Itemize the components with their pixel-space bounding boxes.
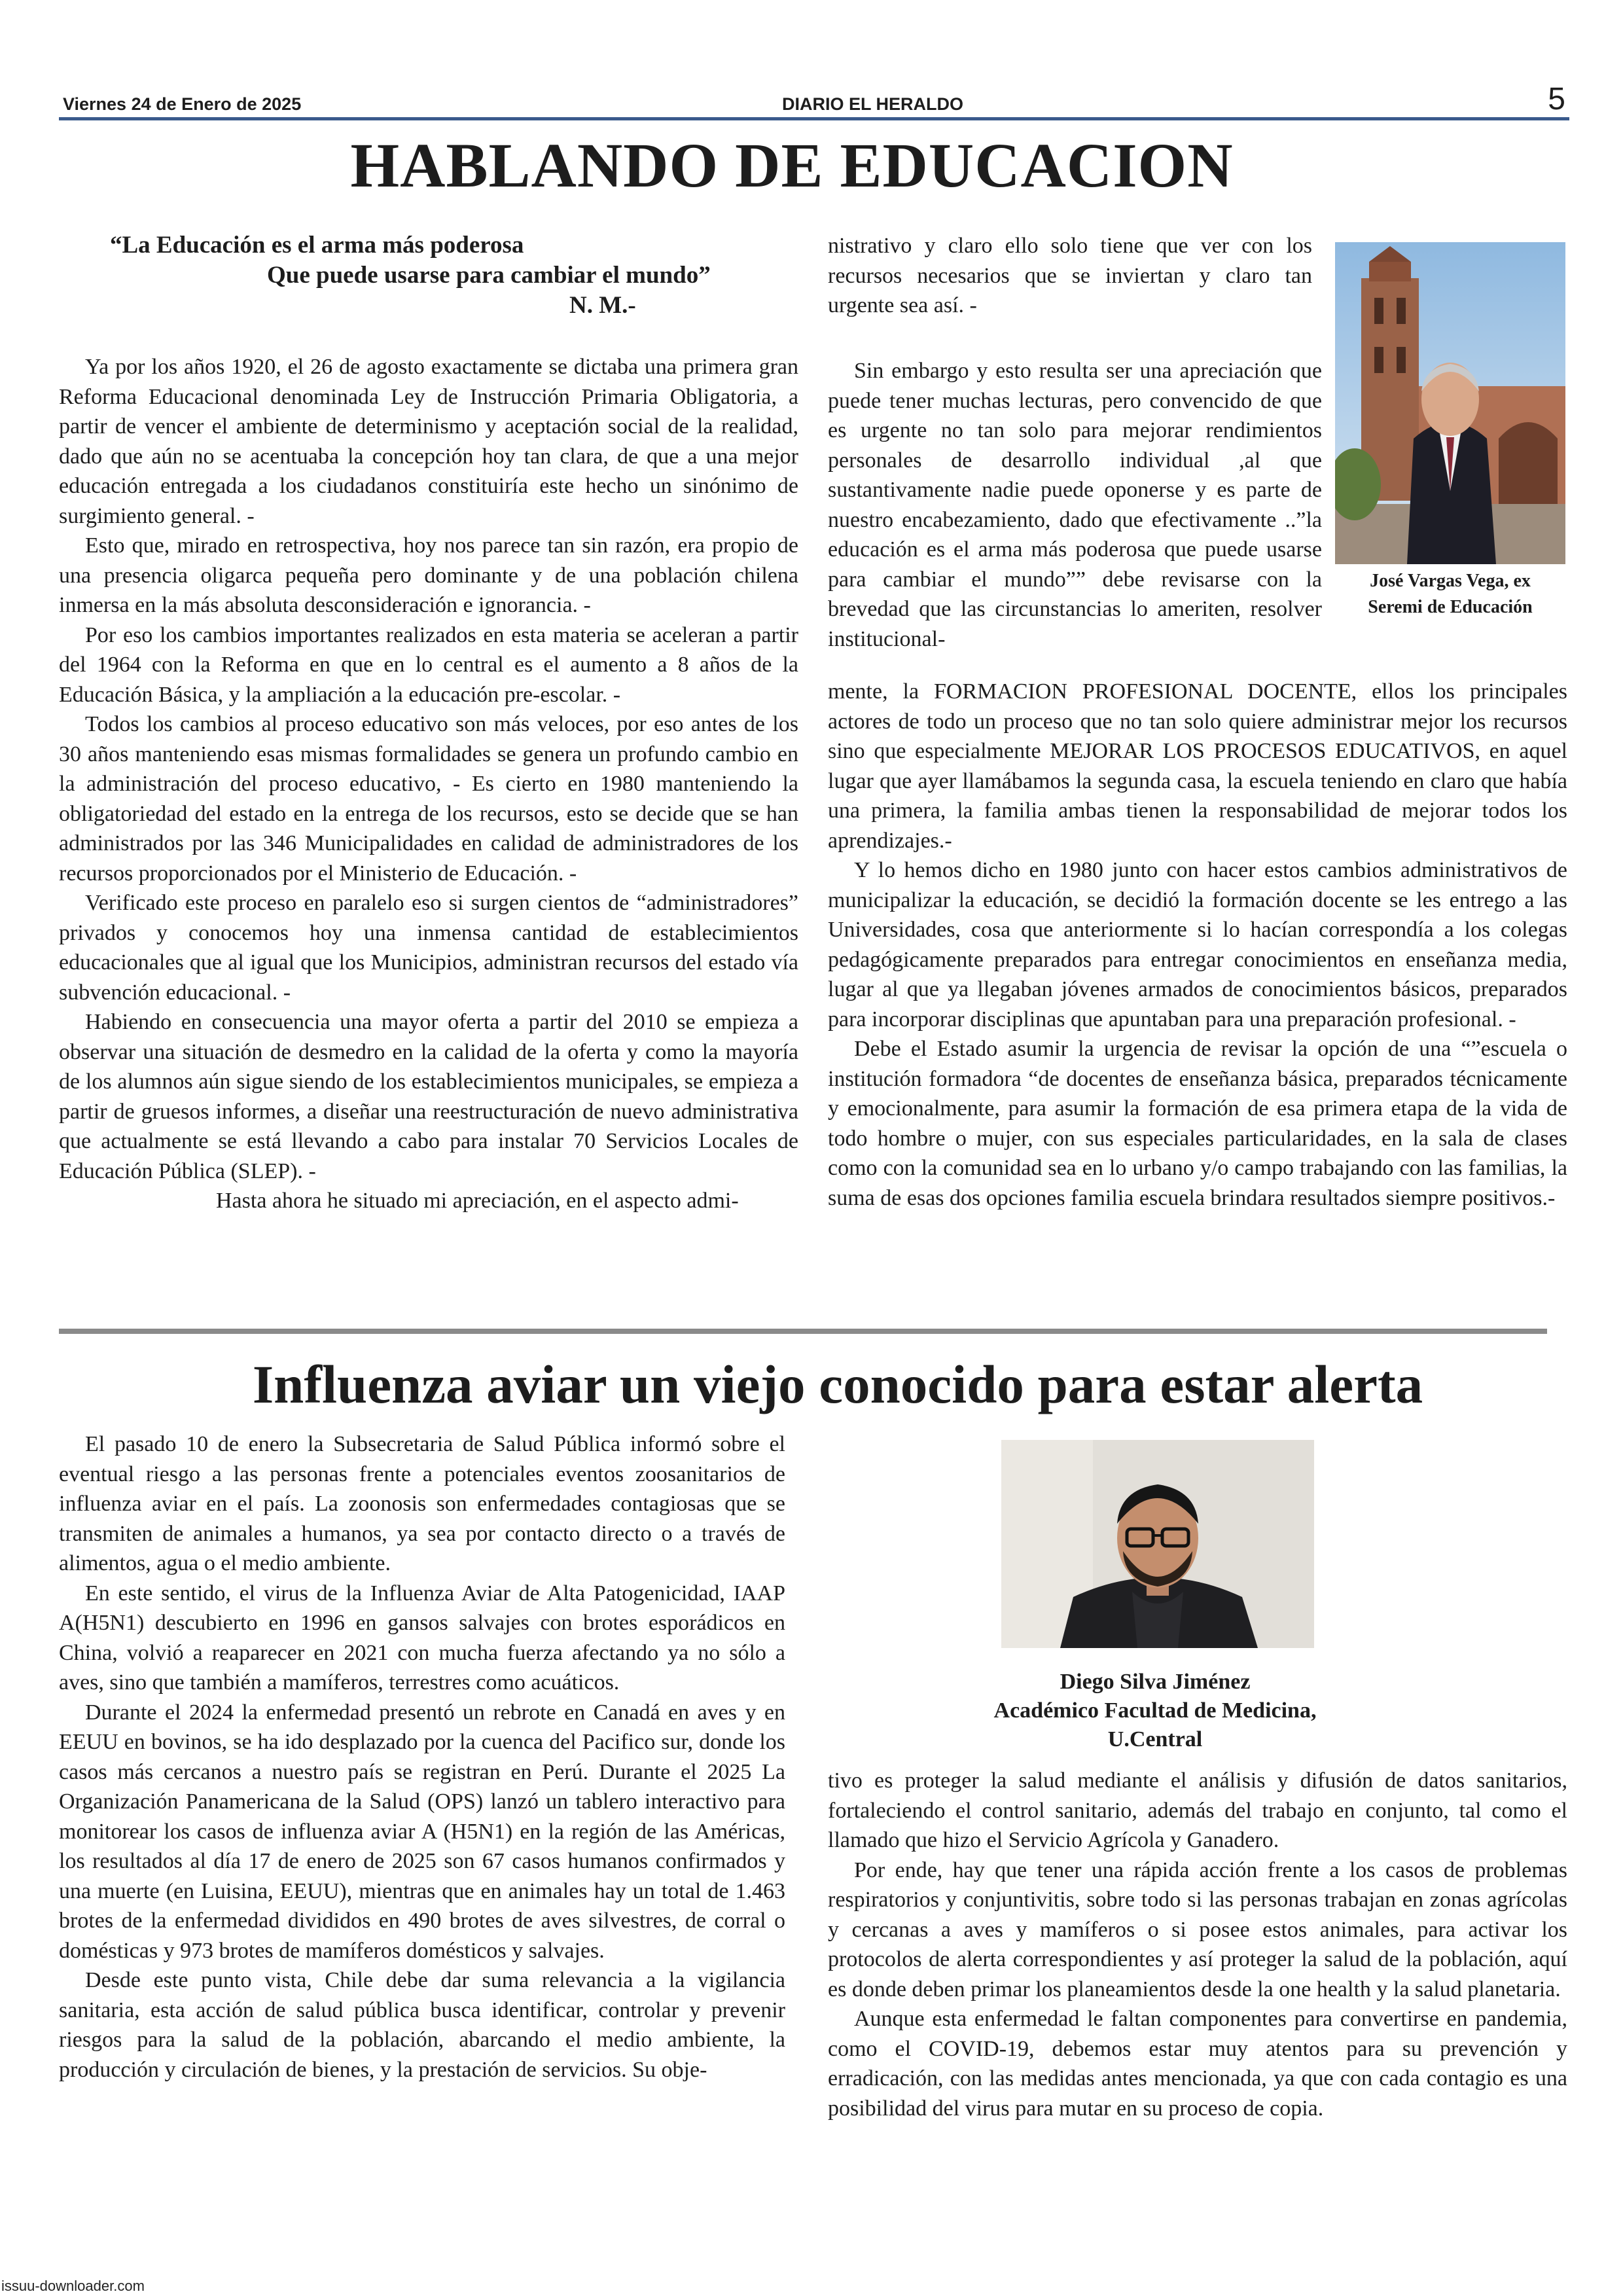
header-rule xyxy=(59,117,1569,120)
article2-left-paragraph: En este sentido, el virus de la Influenza Aviar de Alta Patogenicidad, IAAP A(H5N1) descubierto en 1996 en gansos salvajes con brotes esporádicos en China, volvió a reaparecer en 2021 con mucha fuerza afectando ya no sólo a aves, sino que también a mamíferos, terrestres como acuáticos. xyxy=(59,1581,785,1695)
article1-quote xyxy=(59,230,798,321)
quote-line-1: “La Educación es el arma más poderosa xyxy=(110,232,524,259)
article2-right-paragraph: Por ende, hay que tener una rápida acción frente a los casos de problemas respiratorios y conjuntivitis, sobre todo si las personas trabajan en zonas agrícolas y cercanas a aves y mamíferos o si posee estos animales, para activar los protocolos de alerta correspondientes y así proteger la salud de la población, aquí es donde deben primar los planeamientos desde la one health y la salud planetaria. xyxy=(828,1857,1567,2001)
article1-left-column xyxy=(59,352,798,1216)
article1-right-full-paragraph: mente, la FORMACION PROFESIONAL DOCENTE, ellos los principales actores de todo un proceso que no tan solo quiere administrar mejor los recursos sino que especialmente MEJORAR LOS PROCESOS EDUCATIVOS, en aquel lugar que ayer llamábamos la segunda casa, la escuela teniendo en claro que había una primera, la familia ambas tienen la responsabilidad de mejorar todos los aprendizajes.- xyxy=(828,679,1567,853)
caption-line: Diego Silva Jiménez xyxy=(1060,1670,1251,1694)
article1-right-full-paragraph: Y lo hemos dicho en 1980 junto con hacer estos cambios administrativos de municipalizar la educación, se decidió la formación docente se les entrego a las Universidades, cosa que anteriormente si lo hacían correspondía a los colegas pedagógicamente preparados para entregar conocimientos en enseñanza media, lugar al que ya llegaban jóvenes armados de conocimientos básicos, preparados para incorporar disciplinas que apuntaban para una preparación profesional. - xyxy=(828,858,1567,1031)
caption-line: José Vargas Vega, ex xyxy=(1370,571,1531,591)
article1-left-paragraph: Esto que, mirado en retrospectiva, hoy nos parece tan sin razón, era propio de una presencia oligarca pequeña pero dominante y de una población chilena inmersa en la más absoluta desconsideración e ignorancia. - xyxy=(59,533,798,617)
article1-left-paragraph: Verificado este proceso en paralelo eso si surgen cientos de “administradores” privados y conocemos hoy una inmensa cantidad de establecimientos educacionales que al igual que los Municipios, administran recursos del estado vía subvención educacional. - xyxy=(59,891,798,1005)
article2-title: Influenza aviar un viejo conocido para estar alerta xyxy=(252,1354,1423,1414)
caption-line: Académico Facultad de Medicina, xyxy=(993,1698,1317,1723)
diego-silva-jimenez-caption xyxy=(870,1668,1440,1754)
quote-attribution: N. M.- xyxy=(569,292,636,319)
page-number: 5 xyxy=(1548,82,1565,117)
article2-left-paragraph: Desde este punto vista, Chile debe dar suma relevancia a la vigilancia sanitaria, esta acción de salud pública busca identificar, controlar y prevenir riesgos para la salud de la población, abarcando el medio ambiente, la producción y circulación de bienes, y la prestación de servicios. Su obje- xyxy=(59,1968,785,2082)
article1-right-full xyxy=(828,677,1567,1213)
article-separator xyxy=(59,1329,1547,1334)
jose-vargas-vega-photo xyxy=(1335,242,1565,564)
diego-silva-jimenez-photo xyxy=(1001,1440,1314,1648)
issue-date: Viernes 24 de Enero de 2025 xyxy=(63,94,302,114)
caption-line: Seremi de Educación xyxy=(1368,597,1533,617)
article2-left-column xyxy=(59,1429,785,2085)
article1-title: HABLANDO DE EDUCACION xyxy=(350,130,1234,200)
article1-left-paragraph: Ya por los años 1920, el 26 de agosto exactamente se dictaba una primera gran Reforma Educacional denominada Ley de Instrucción Primaria Obligatoria, a partir de vencer el ambiente de determinismo y aceptación social de la realidad, dado que aún no se acentuaba la concepción hoy tan clara, de que a una mejor educación entregada a los ciudadanos constituiría este hecho un sinónimo de surgimiento general. - xyxy=(59,355,798,528)
article1-left-paragraph: Hasta ahora he situado mi apreciación, en el aspecto admi- xyxy=(216,1189,739,1213)
article1-left-paragraph: Habiendo en consecuencia una mayor oferta a partir del 2010 se empieza a observar una situación de desmedro en la calidad de la oferta y como la mayoría de los alumnos aún sigue siendo de los establecimientos municipales, se empieza a partir de gruesos informes, a diseñar una reestructuración de nuevo administrativa que actualmente se está llevando a cabo para instalar 70 Servicios Locales de Educación Pública (SLEP). - xyxy=(59,1010,798,1183)
jose-vargas-vega-caption xyxy=(1335,568,1565,620)
article1-right-top xyxy=(828,231,1312,321)
newspaper-name: DIARIO EL HERALDO xyxy=(782,94,964,114)
article1-right-narrow xyxy=(828,356,1322,654)
article2-left-paragraph: El pasado 10 de enero la Subsecretaria de Salud Pública informó sobre el eventual riesgo a las personas frente a potenciales eventos zoosanitarios de influenza aviar en el país. La zoonosis son enfermedades contagiosas que se transmiten de animales a humanos, ya sea por contacto directo o a través de alimentos, agua o el medio ambiente. xyxy=(59,1432,785,1575)
watermark: issuu-downloader.com xyxy=(1,2278,145,2294)
article1-left-paragraph: Todos los cambios al proceso educativo son más veloces, por eso antes de los 30 años manteniendo esas mismas formalidades se genera un profundo cambio en la administración del proceso educativo, - Es cierto en 1980 manteniendo la obligatoriedad del estado en la entrega de los recursos, esto se decide que se han administrados por las 346 Municipalidades en calidad de administradores de los recursos proporcionados por el Ministerio de Educación. - xyxy=(59,712,798,886)
article2-left-paragraph: Durante el 2024 la enfermedad presentó un rebrote en Canadá en aves y en EEUU en bovinos, se ha ido desplazado por la cuenca del Pacifico sur, donde los casos más cercanos a nuestro país se registran en Perú. Durante el 2025 La Organización Panamericana de la Salud (OPS) lanzó un tablero interactivo para monitorear los casos de influenza aviar A (H5N1) en la región de las Américas, los resultados al día 17 de enero de 2025 son 67 casos humanos confirmados y una muerte (en Luisina, EEUU), mientras que en animales hay un total de 1.463 brotes de la enfermedad divididos en 490 brotes de aves silvestres, de corral o domésticas y 973 brotes de mamíferos domésticos y salvajes. xyxy=(59,1700,785,1963)
article2-right-paragraph: tivo es proteger la salud mediante el análisis y difusión de datos sanitarios, fortaleciendo el control sanitario, además del trabajo en conjunto, tal como el llamado que hizo el Servicio Agrícola y Ganadero. xyxy=(828,1768,1567,1852)
article1-right-full-paragraph: Debe el Estado asumir la urgencia de revisar la opción de una “”escuela o institución formadora “de docentes de enseñanza básica, preparados técnicamente y emocionalmente, para asumir la formación de esa primera etapa de la vida de todo hombre o mujer, con sus especiales particularidades, en la sala de clases como con la comunidad sea en lo urbano y/o campo trabajando con las familias, la suma de esas dos opciones familia escuela brindara resultados siempre positivos.- xyxy=(828,1037,1567,1210)
article1-right-top-paragraph: nistrativo y claro ello solo tiene que ver con los recursos necesarios que se inviertan y claro tan urgente sea así. - xyxy=(828,234,1312,317)
article2-right-paragraph: Aunque esta enfermedad le faltan componentes para convertirse en pandemia, como el COVID-19, debemos estar muy atentos para su prevención y erradicación, con las medidas antes mencionada, ya que con cada contagio es una posibilidad del virus para mutar en su proceso de copia. xyxy=(828,2007,1567,2121)
caption-line: U.Central xyxy=(1107,1727,1203,1751)
article1-right-narrow-paragraph: Sin embargo y esto resulta ser una apreciación que puede tener muchas lecturas, pero convencido de que es urgente no tan solo para mejorar rendimientos personales de desarrollo individual ,al que sustantivamente nadie puede oponerse y es parte de nuestro encabezamiento, dado que efectivamente ..”la educación es el arma más poderosa que puede usarse para cambiar el mundo”” debe revisarse con la brevedad que las circunstancias lo ameriten, resolver institucional- xyxy=(828,359,1322,651)
quote-line-2: Que puede usarse para cambiar el mundo” xyxy=(267,262,711,289)
article1-left-paragraph: Por eso los cambios importantes realizados en esta materia se aceleran a partir del 1964 con la Reforma en que en lo central es el aumento a 8 años de la Educación Básica, y la ampliación a la educación pre-escolar. - xyxy=(59,622,798,707)
article2-right-column xyxy=(828,1766,1567,2123)
